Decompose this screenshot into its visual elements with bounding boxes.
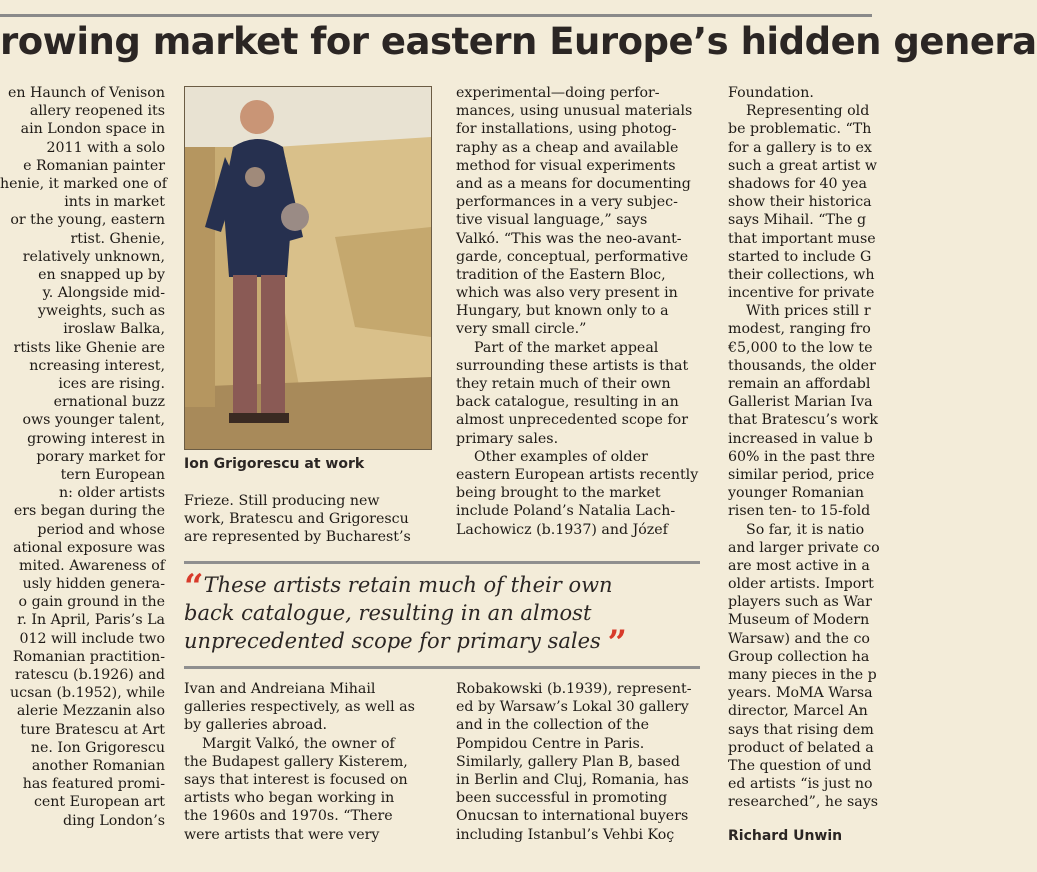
text-line: modest, ranging fro	[728, 321, 871, 338]
close-quote-icon: ”	[607, 623, 628, 663]
text-line: Warsaw) and the co	[728, 630, 870, 647]
text-line: shadows for 40 yea	[728, 175, 867, 192]
column-2-bottom	[184, 680, 440, 850]
text-line: risen ten- to 15-fold	[728, 503, 871, 520]
text-line: e Romanian painter	[23, 157, 165, 174]
text-line: Representing old	[746, 103, 870, 120]
text-line: started to include G	[728, 248, 872, 265]
text-line: Onucsan to international buyers	[456, 808, 689, 825]
text-line: were artists that were very	[184, 826, 380, 843]
text-line: alerie Mezzanin also	[16, 703, 165, 720]
text-line: remain an affordabl	[728, 376, 871, 392]
text-line: Ivan and Andreiana Mihail	[184, 681, 376, 697]
column-3-top	[456, 84, 712, 554]
text-line: their collections, wh	[728, 266, 875, 283]
text-line: work, Bratescu and Grigorescu	[184, 511, 409, 528]
text-line: says Mihail. “The g	[728, 212, 867, 229]
text-line: Similarly, gallery Plan B, based	[456, 753, 680, 770]
text-line: With prices still r	[746, 303, 871, 320]
text-line: garde, conceptual, performative	[456, 248, 689, 265]
text-line: tive visual language,” says	[456, 212, 648, 229]
pullquote-bottom-rule	[184, 666, 700, 669]
column-4	[728, 84, 880, 854]
text-line: include Poland’s Natalia Lach-	[456, 503, 676, 520]
text-line: for installations, using photog-	[456, 121, 677, 138]
text-line: eastern European artists recently	[456, 466, 699, 483]
text-line: raphy as a cheap and available	[456, 139, 679, 156]
text-line: been successful in promoting	[456, 790, 668, 807]
text-line: incentive for private	[728, 285, 875, 302]
text-line: that Bratescu’s work	[728, 412, 879, 429]
text-line: galleries respectively, as well as	[184, 699, 415, 716]
text-line: Lachowicz (b.1937) and Józef	[456, 521, 668, 538]
text-line: director, Marcel An	[728, 703, 868, 720]
text-line: ices are rising.	[58, 376, 165, 392]
pullquote-top-rule	[184, 561, 700, 564]
text-line: primary sales.	[456, 430, 559, 447]
text-line: another Romanian	[31, 757, 165, 774]
text-line: en snapped up by	[38, 266, 165, 283]
photo-caption: Ion Grigorescu at work	[184, 456, 365, 472]
text-line: ational exposure was	[13, 539, 165, 556]
text-line: growing interest in	[27, 430, 165, 447]
text-line: including Istanbul’s Vehbi Koç	[456, 826, 675, 843]
text-line: similar period, price	[728, 466, 875, 483]
text-line: r. In April, Paris’s La	[17, 612, 165, 629]
text-line: being brought to the market	[456, 485, 661, 502]
text-line: has featured promi-	[22, 776, 165, 793]
text-line: thousands, the older	[728, 357, 876, 374]
text-line: So far, it is natio	[746, 521, 865, 538]
text-line: Romanian practition-	[12, 648, 165, 665]
column-2-top	[184, 492, 440, 552]
byline: Richard Unwin	[728, 828, 843, 844]
text-line: older artists. Import	[728, 576, 874, 593]
text-line: or the young, eastern	[10, 212, 165, 229]
text-line: Foundation.	[728, 85, 814, 101]
text-line: ows younger talent,	[22, 412, 165, 429]
text-line: Other examples of older	[474, 448, 648, 465]
text-line: porary market for	[36, 448, 165, 465]
text-line: yweights, such as	[37, 303, 165, 320]
text-line: iroslaw Balka,	[63, 321, 165, 338]
text-line: they retain much of their own	[456, 376, 671, 392]
text-line: increased in value b	[728, 430, 873, 447]
text-line: such a great artist w	[728, 157, 878, 174]
text-line: ncreasing interest,	[29, 357, 165, 374]
text-line: players such as War	[728, 594, 872, 611]
text-line: Valkó. “This was the neo-avant-	[456, 230, 682, 247]
text-line: en Haunch of Venison	[7, 85, 165, 101]
text-line: tern European	[60, 466, 165, 483]
text-line: 60% in the past thre	[728, 448, 876, 465]
text-line: and as a means for documenting	[456, 175, 691, 192]
text-line: says that interest is focused on	[184, 771, 408, 788]
text-line: The question of und	[728, 757, 872, 774]
text-line: ernational buzz	[53, 394, 165, 411]
open-quote-icon: “	[184, 567, 204, 607]
text-line: Pompidou Centre in Paris.	[456, 735, 645, 752]
top-rule	[0, 0, 872, 17]
text-line: the 1960s and 1970s. “There	[184, 808, 393, 825]
photo-illustration	[185, 87, 431, 449]
text-line: back catalogue, resulting in an	[456, 394, 679, 411]
column-1	[0, 84, 168, 854]
text-line: ratescu (b.1926) and	[14, 667, 165, 683]
pullquote-text: unprecedented scope for primary sales	[184, 629, 601, 653]
text-line: by galleries abroad.	[184, 717, 328, 734]
text-line: cent European art	[33, 794, 165, 811]
pullquote-line	[184, 623, 694, 663]
text-line: almost unprecedented scope for	[456, 412, 688, 429]
text-line: experimental—doing perfor-	[456, 85, 660, 101]
text-line: y. Alongside mid-	[42, 285, 165, 302]
text-line: and in the collection of the	[456, 717, 649, 734]
headline: rowing market for eastern Europe’s hidden genera	[0, 20, 1037, 63]
text-line: ucsan (b.1952), while	[9, 685, 165, 702]
text-line: show their historica	[728, 194, 872, 211]
text-line: n: older artists	[58, 485, 165, 502]
text-line: o gain ground in the	[18, 594, 165, 611]
text-line: says that rising dem	[728, 721, 874, 738]
text-line: Frieze. Still producing new	[184, 493, 380, 509]
pullquote-text: These artists retain much of their own	[203, 573, 613, 597]
text-line: ain London space in	[20, 121, 165, 138]
pullquote-line: back catalogue, resulting in an almost	[184, 601, 592, 625]
pullquote-line	[184, 567, 694, 607]
text-line: are represented by Bucharest’s	[184, 529, 411, 546]
text-line: Museum of Modern	[728, 612, 870, 629]
artist-photo	[184, 86, 432, 450]
pull-quote	[184, 567, 694, 663]
text-line: artists who began working in	[184, 790, 395, 807]
text-line: ne. Ion Grigorescu	[30, 739, 165, 756]
text-line: that important muse	[728, 230, 876, 247]
text-line: younger Romanian	[728, 485, 865, 502]
text-line: Robakowski (b.1939), represent-	[456, 681, 692, 697]
text-line: allery reopened its	[29, 103, 165, 120]
text-line: in Berlin and Cluj, Romania, has	[456, 771, 689, 788]
text-line: for a gallery is to ex	[728, 139, 872, 156]
text-line: surrounding these artists is that	[456, 357, 689, 374]
text-line: very small circle.”	[456, 321, 587, 338]
text-line: rtist. Ghenie,	[70, 230, 165, 247]
text-line: rtists like Ghenie are	[13, 339, 165, 356]
text-line: ed by Warsaw’s Lokal 30 gallery	[456, 699, 689, 716]
text-line: 012 will include two	[19, 630, 165, 647]
text-line: Group collection ha	[728, 648, 870, 665]
text-line: are most active in a	[728, 557, 870, 574]
text-line: Part of the market appeal	[474, 339, 659, 356]
text-line: years. MoMA Warsa	[728, 685, 873, 702]
text-line: ers began during the	[13, 503, 165, 520]
text-line: and larger private co	[728, 539, 880, 556]
text-line: ints in market	[64, 194, 165, 211]
text-line: which was also very present in	[456, 285, 678, 302]
text-line: mances, using unusual materials	[456, 103, 693, 120]
text-line: ed artists “is just no	[728, 776, 873, 793]
text-line: many pieces in the p	[728, 667, 877, 683]
text-line: performances in a very subjec-	[456, 194, 678, 211]
text-line: ture Bratescu at Art	[20, 721, 165, 738]
column-3-bottom	[456, 680, 712, 850]
text-line: period and whose	[37, 521, 165, 538]
text-line: method for visual experiments	[456, 157, 676, 174]
text-line: the Budapest gallery Kisterem,	[184, 753, 408, 770]
text-line: be problematic. “Th	[728, 121, 872, 138]
text-line: tradition of the Eastern Bloc,	[456, 266, 666, 283]
text-line: 2011 with a solo	[46, 139, 165, 156]
text-line: Margit Valkó, the owner of	[202, 735, 395, 752]
text-line: ding London’s	[62, 812, 165, 829]
text-line: €5,000 to the low te	[728, 339, 873, 356]
text-line: mited. Awareness of	[19, 557, 165, 574]
text-line: Hungary, but known only to a	[456, 303, 669, 320]
text-line: Gallerist Marian Iva	[728, 394, 873, 411]
text-line: henie, it marked one of	[0, 175, 168, 192]
text-line: product of belated a	[728, 739, 874, 756]
text-line: researched”, he says	[728, 794, 879, 811]
text-line: relatively unknown,	[22, 248, 165, 265]
text-line: usly hidden genera-	[22, 576, 165, 593]
